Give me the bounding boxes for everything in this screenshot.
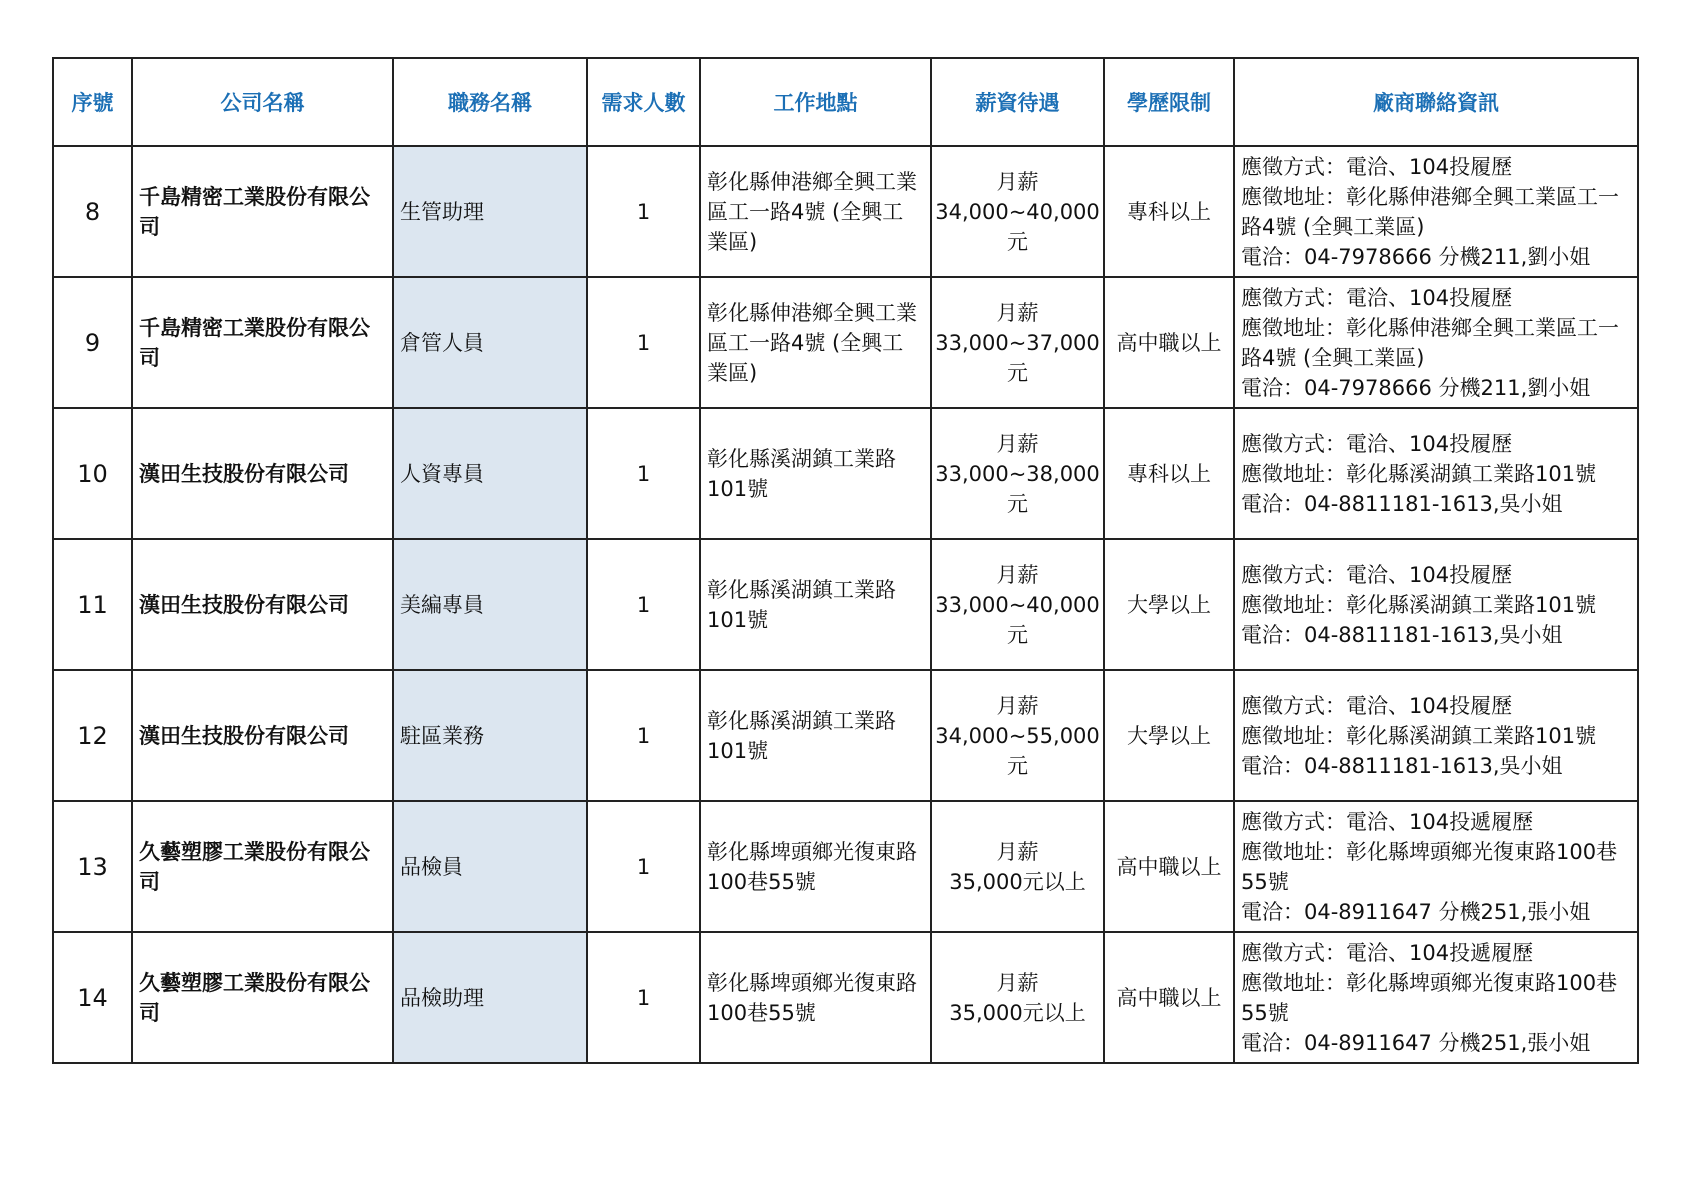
header-headcount: 需求人數 <box>587 58 700 146</box>
company-name: 漢田生技股份有限公司 <box>132 670 393 801</box>
salary-value: 35,000元以上 <box>949 1000 1086 1025</box>
contact-address: 應徵地址：彰化縣溪湖鎮工業路101號 <box>1241 723 1597 748</box>
job-title: 駐區業務 <box>393 670 587 801</box>
salary-value: 34,000~55,000 <box>935 723 1100 748</box>
education-requirement: 高中職以上 <box>1104 277 1234 408</box>
contact-method: 應徵方式：電洽、104投履歷 <box>1241 154 1513 179</box>
contact-method: 應徵方式：電洽、104投履歷 <box>1241 431 1513 456</box>
contact-address: 應徵地址：彰化縣溪湖鎮工業路101號 <box>1241 592 1597 617</box>
salary-unit: 元 <box>1007 229 1028 254</box>
work-location: 彰化縣伸港鄉全興工業區工一路4號 (全興工業區) <box>700 277 931 408</box>
contact-info <box>1234 801 1638 932</box>
table-row <box>53 277 1638 408</box>
contact-address: 應徵地址：彰化縣伸港鄉全興工業區工一路4號 (全興工業區) <box>1241 315 1619 370</box>
salary <box>931 146 1104 277</box>
company-name: 漢田生技股份有限公司 <box>132 539 393 670</box>
contact-phone: 電洽：04-8911647 分機251,張小姐 <box>1241 1030 1591 1055</box>
header-location: 工作地點 <box>700 58 931 146</box>
salary-label: 月薪 <box>996 169 1039 194</box>
contact-address: 應徵地址：彰化縣伸港鄉全興工業區工一路4號 (全興工業區) <box>1241 184 1619 239</box>
table-row <box>53 408 1638 539</box>
salary <box>931 408 1104 539</box>
salary-label: 月薪 <box>996 970 1039 995</box>
job-title: 倉管人員 <box>393 277 587 408</box>
education-requirement: 專科以上 <box>1104 146 1234 277</box>
contact-phone: 電洽：04-7978666 分機211,劉小姐 <box>1241 375 1591 400</box>
row-index: 8 <box>53 146 132 277</box>
table-row <box>53 670 1638 801</box>
contact-info <box>1234 932 1638 1063</box>
contact-address: 應徵地址：彰化縣溪湖鎮工業路101號 <box>1241 461 1597 486</box>
salary-value: 33,000~40,000 <box>935 592 1100 617</box>
salary-value: 33,000~38,000 <box>935 461 1100 486</box>
contact-info <box>1234 277 1638 408</box>
header-index: 序號 <box>53 58 132 146</box>
headcount: 1 <box>587 801 700 932</box>
header-salary: 薪資待遇 <box>931 58 1104 146</box>
company-name: 千島精密工業股份有限公司 <box>132 146 393 277</box>
work-location: 彰化縣溪湖鎮工業路101號 <box>700 539 931 670</box>
salary <box>931 539 1104 670</box>
header-contact: 廠商聯絡資訊 <box>1234 58 1638 146</box>
headcount: 1 <box>587 670 700 801</box>
company-name: 久藝塑膠工業股份有限公司 <box>132 801 393 932</box>
header-company: 公司名稱 <box>132 58 393 146</box>
education-requirement: 高中職以上 <box>1104 932 1234 1063</box>
company-name: 千島精密工業股份有限公司 <box>132 277 393 408</box>
row-index: 12 <box>53 670 132 801</box>
salary-label: 月薪 <box>996 693 1039 718</box>
salary-label: 月薪 <box>996 562 1039 587</box>
work-location: 彰化縣埤頭鄉光復東路100巷55號 <box>700 801 931 932</box>
salary-label: 月薪 <box>996 300 1039 325</box>
work-location: 彰化縣伸港鄉全興工業區工一路4號 (全興工業區) <box>700 146 931 277</box>
salary <box>931 277 1104 408</box>
row-index: 11 <box>53 539 132 670</box>
salary <box>931 670 1104 801</box>
row-index: 9 <box>53 277 132 408</box>
headcount: 1 <box>587 539 700 670</box>
headcount: 1 <box>587 277 700 408</box>
contact-info <box>1234 408 1638 539</box>
header-job-title: 職務名稱 <box>393 58 587 146</box>
contact-phone: 電洽：04-8911647 分機251,張小姐 <box>1241 899 1591 924</box>
job-title: 生管助理 <box>393 146 587 277</box>
row-index: 13 <box>53 801 132 932</box>
salary-value: 33,000~37,000 <box>935 330 1100 355</box>
work-location: 彰化縣溪湖鎮工業路101號 <box>700 408 931 539</box>
salary-value: 35,000元以上 <box>949 869 1086 894</box>
contact-method: 應徵方式：電洽、104投遞履歷 <box>1241 940 1534 965</box>
work-location: 彰化縣埤頭鄉光復東路100巷55號 <box>700 932 931 1063</box>
salary-unit: 元 <box>1007 622 1028 647</box>
headcount: 1 <box>587 146 700 277</box>
job-title: 美編專員 <box>393 539 587 670</box>
job-title: 品檢員 <box>393 801 587 932</box>
salary-unit: 元 <box>1007 360 1028 385</box>
row-index: 14 <box>53 932 132 1063</box>
table-row <box>53 539 1638 670</box>
job-title: 品檢助理 <box>393 932 587 1063</box>
headcount: 1 <box>587 932 700 1063</box>
contact-phone: 電洽：04-7978666 分機211,劉小姐 <box>1241 244 1591 269</box>
education-requirement: 專科以上 <box>1104 408 1234 539</box>
contact-method: 應徵方式：電洽、104投履歷 <box>1241 562 1513 587</box>
contact-info <box>1234 146 1638 277</box>
contact-method: 應徵方式：電洽、104投履歷 <box>1241 693 1513 718</box>
job-listing-table <box>52 57 1639 1064</box>
contact-info <box>1234 539 1638 670</box>
job-title: 人資專員 <box>393 408 587 539</box>
education-requirement: 高中職以上 <box>1104 801 1234 932</box>
company-name: 漢田生技股份有限公司 <box>132 408 393 539</box>
contact-info <box>1234 670 1638 801</box>
header-education: 學歷限制 <box>1104 58 1234 146</box>
table-row <box>53 146 1638 277</box>
salary-unit: 元 <box>1007 491 1028 516</box>
contact-method: 應徵方式：電洽、104投履歷 <box>1241 285 1513 310</box>
salary-label: 月薪 <box>996 839 1039 864</box>
company-name: 久藝塑膠工業股份有限公司 <box>132 932 393 1063</box>
salary-label: 月薪 <box>996 431 1039 456</box>
contact-address: 應徵地址：彰化縣埤頭鄉光復東路100巷55號 <box>1241 839 1618 894</box>
salary <box>931 801 1104 932</box>
education-requirement: 大學以上 <box>1104 539 1234 670</box>
salary <box>931 932 1104 1063</box>
education-requirement: 大學以上 <box>1104 670 1234 801</box>
salary-value: 34,000~40,000 <box>935 199 1100 224</box>
table-row <box>53 932 1638 1063</box>
contact-phone: 電洽：04-8811181-1613,吳小姐 <box>1241 753 1563 778</box>
contact-phone: 電洽：04-8811181-1613,吳小姐 <box>1241 622 1563 647</box>
work-location: 彰化縣溪湖鎮工業路101號 <box>700 670 931 801</box>
headcount: 1 <box>587 408 700 539</box>
contact-address: 應徵地址：彰化縣埤頭鄉光復東路100巷55號 <box>1241 970 1618 1025</box>
contact-phone: 電洽：04-8811181-1613,吳小姐 <box>1241 491 1563 516</box>
row-index: 10 <box>53 408 132 539</box>
salary-unit: 元 <box>1007 753 1028 778</box>
header-row <box>53 58 1638 146</box>
contact-method: 應徵方式：電洽、104投遞履歷 <box>1241 809 1534 834</box>
table-row <box>53 801 1638 932</box>
